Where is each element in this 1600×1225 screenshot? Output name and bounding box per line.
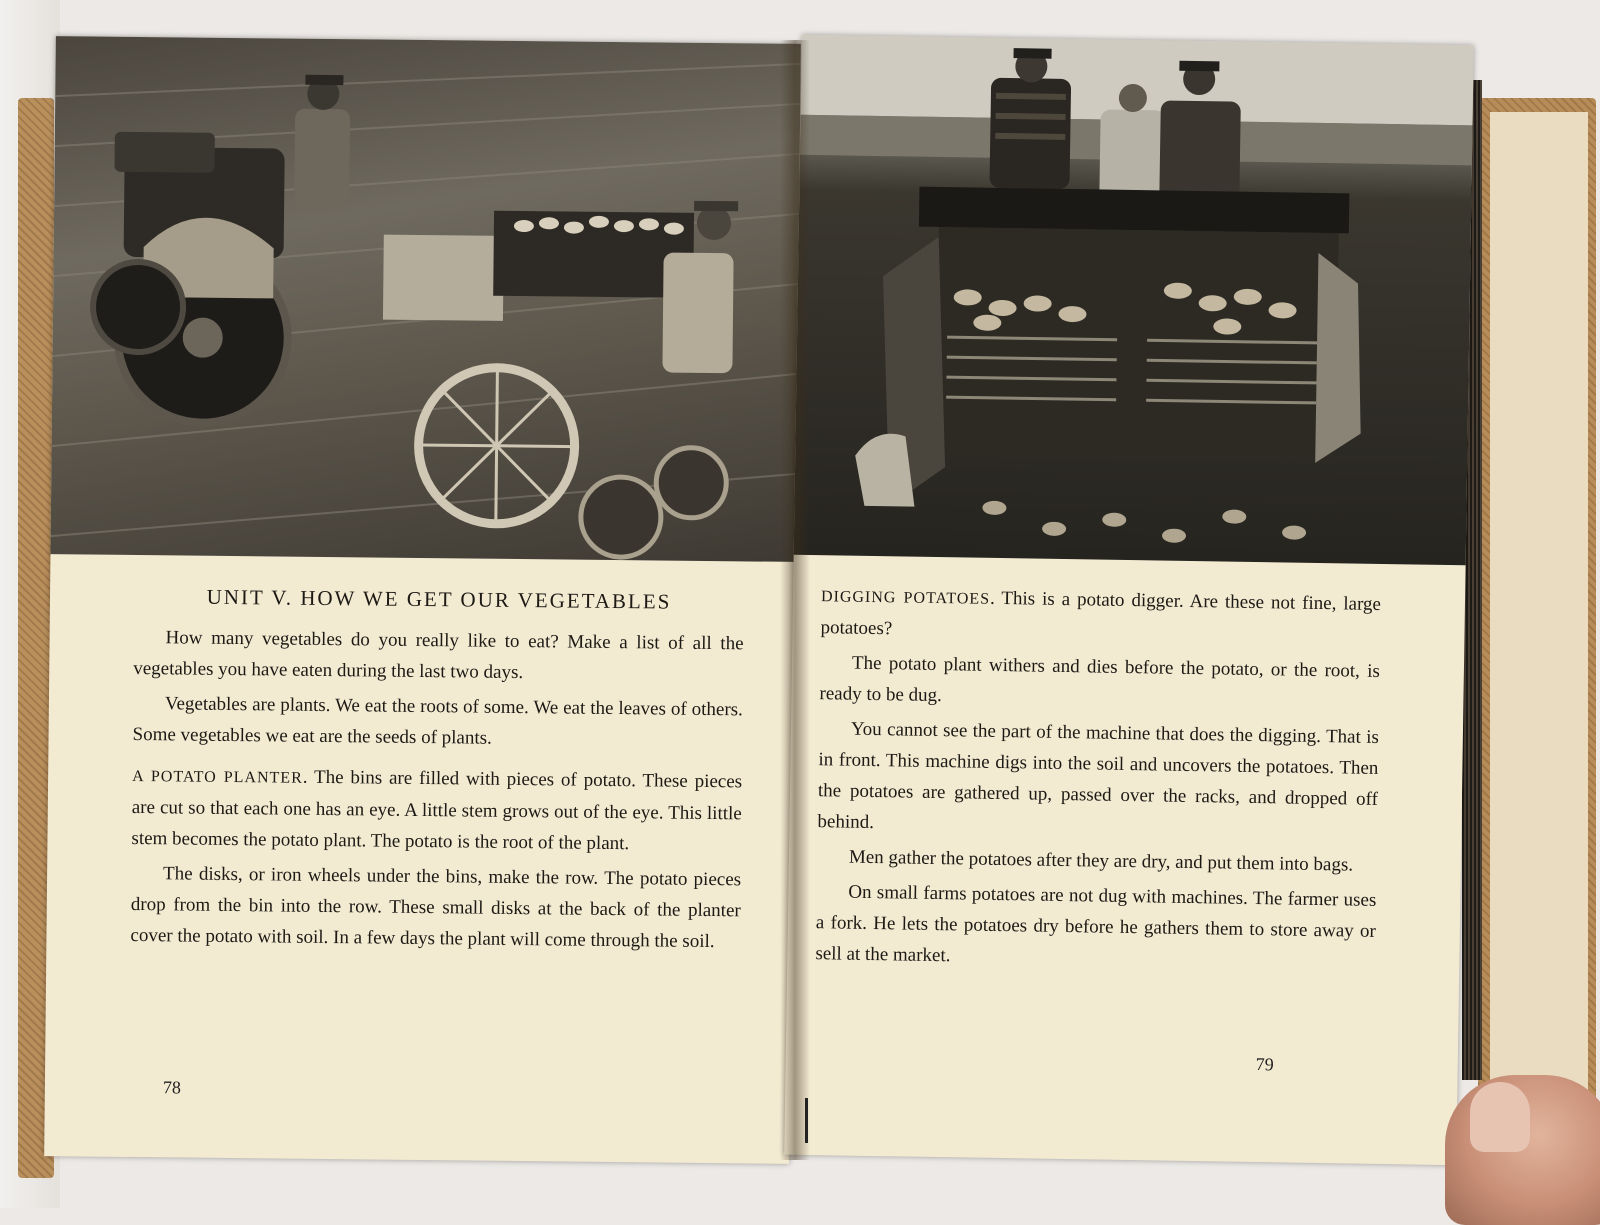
potato-digger-illustration bbox=[794, 35, 1474, 565]
planter-text: . The bins are filled with pieces of potato. These pieces are cut so that each one has an eye. A little stem grows out of the eye. This little stem becomes the potato plant. The potato is the root of the plant. bbox=[131, 766, 743, 855]
potato-planter-illustration bbox=[50, 36, 800, 562]
intro-paragraph-1: How many vegetables do you really like to eat? Make a list of all the vegetables you have eaten during the last two days. bbox=[133, 627, 744, 684]
planter-paragraph bbox=[131, 760, 742, 860]
small-farms-paragraph: On small farms potatoes are not dug with machines. The farmer uses a fork. He lets the potatoes dry before he gathers them to store away or sell at the market. bbox=[815, 881, 1377, 967]
pencil-mark bbox=[805, 1098, 808, 1143]
gather-paragraph: Men gather the potatoes after they are dry, and put them into bags. bbox=[848, 846, 1354, 876]
digging-paragraph bbox=[820, 580, 1381, 652]
photo-potato-digger bbox=[794, 35, 1474, 565]
left-page-text bbox=[130, 577, 744, 961]
digging-heading: DIGGING POTATOES bbox=[820, 588, 991, 608]
withers-paragraph: The potato plant withers and dies before the potato, or the root, is ready to be dug. bbox=[819, 652, 1381, 707]
disks-paragraph: The disks, or iron wheels under the bins, make the row. The potato pieces drop from the bin into the row. These small disks at the back of the planter cover the potato with soil. In a few days the plant will come through the soil. bbox=[130, 863, 742, 953]
planter-heading: A POTATO PLANTER bbox=[132, 767, 303, 787]
photo-potato-planter bbox=[50, 36, 800, 562]
right-page bbox=[784, 35, 1474, 1165]
page-number-left: 78 bbox=[162, 1077, 181, 1098]
left-page bbox=[44, 36, 801, 1164]
cover-inner-board bbox=[1490, 112, 1588, 1152]
right-page-text bbox=[815, 580, 1381, 982]
machine-paragraph: You cannot see the part of the machine that does the digging. That is in front. This machine digs into the soil and uncovers the potatoes. Then the potatoes are gathered up, passed over the racks, and dropped off behind. bbox=[817, 718, 1380, 834]
digging-text: . This is a potato digger. Are these not fine, large potatoes? bbox=[820, 587, 1382, 640]
unit-title: UNIT V. HOW WE GET OUR VEGETABLES bbox=[206, 584, 672, 614]
page-number-right: 79 bbox=[1255, 1054, 1274, 1075]
thumbnail-nail bbox=[1470, 1082, 1530, 1152]
intro-paragraph-2: Vegetables are plants. We eat the roots of some. We eat the leaves of others. Some vegetables we eat are the seeds of plants. bbox=[132, 693, 743, 749]
